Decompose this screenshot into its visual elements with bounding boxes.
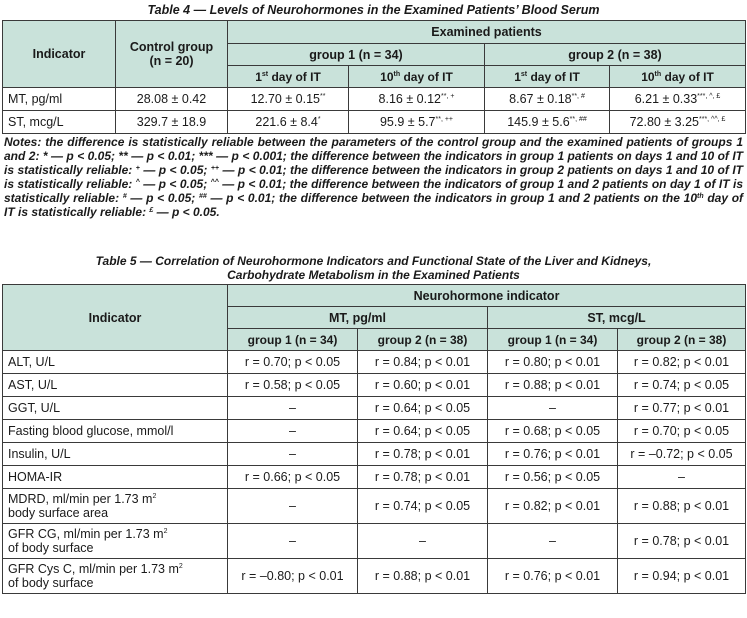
notes-mark: th [697,192,704,200]
cell-st-g2: r = 0.88; p < 0.01 [618,489,746,524]
significance-mark: **, + [441,93,455,100]
cell-st-g2: r = 0.74; p < 0.05 [618,374,746,397]
table-row [3,374,746,397]
notes-mark: ## [198,192,207,200]
cell-st-g1: r = 0.82; p < 0.01 [488,489,618,524]
table5-header-mt-g1: group 1 (n = 34) [228,329,358,351]
cell-value: 72.80 ± 3.25 [629,115,699,129]
notes-text: — p < 0.05; [126,190,199,205]
cell-mt-g1: r = 0.70; p < 0.05 [228,351,358,374]
cell-st-g2: r = 0.70; p < 0.05 [618,420,746,443]
row-label-sup: 2 [178,563,183,570]
significance-mark: **, ++ [435,116,454,123]
day1-suffix: day of IT [527,69,580,84]
row-label-sup: 2 [152,493,157,500]
cell-st-g1: – [488,524,618,559]
cell-value: 6.21 ± 0.33 [634,92,698,106]
row-label-text: MDRD, ml/min per 1.73 m [8,492,153,506]
day10-prefix: 10 [380,69,394,84]
day1-sup: st [520,70,528,78]
cell-mt-g1: – [228,524,358,559]
significance-mark: ** [319,93,326,100]
row-label: HOMA-IR [3,466,228,489]
notes-text: — p < 0.05. [153,204,220,219]
cell-g2-day10 [610,111,746,134]
notes-text: day of IT is statistically reliable: [4,190,744,219]
significance-mark: ***, ^, £ [697,93,721,100]
row-label: ALT, U/L [3,351,228,374]
cell-st-g2: r = 0.78; p < 0.01 [618,524,746,559]
cell-st-g1: r = 0.80; p < 0.01 [488,351,618,374]
notes-text: — p < 0.05; [139,176,211,191]
day10-suffix: day of IT [661,69,714,84]
table-row [3,397,746,420]
table4-header-control-n: (n = 20) [149,54,194,68]
row-label [3,559,228,594]
day1-suffix: day of IT [268,69,321,84]
cell-mt-g2: r = 0.78; p < 0.01 [358,443,488,466]
table5-header-mt-g2: group 2 (n = 38) [358,329,488,351]
cell-mt-g1: – [228,443,358,466]
table4-notes [0,134,747,254]
cell-st-g2: r = 0.94; p < 0.01 [618,559,746,594]
notes-mark: £ [149,206,154,214]
day10-sup: th [393,70,401,78]
row-label-text: GFR CG, ml/min per 1.73 m [8,527,164,541]
notes-mark: ++ [210,164,220,172]
table-row [3,88,746,111]
significance-mark: **, # [571,93,585,100]
cell-st-g2: r = 0.82; p < 0.01 [618,351,746,374]
cell-mt-g1: r = 0.66; p < 0.05 [228,466,358,489]
table5-caption-line2: Carbohydrate Metabolism in the Examined Patients [227,268,520,282]
row-label-text: GFR Cys C, ml/min per 1.73 m [8,562,179,576]
significance-mark: ***, ^^, £ [699,116,726,123]
cell-mt-g2: r = 0.74; p < 0.05 [358,489,488,524]
row-label: ST, mcg/L [3,111,116,134]
day1-sup: st [261,70,269,78]
table4-caption: Table 4 — Levels of Neurohormones in the Examined Patients’ Blood Serum [147,3,600,17]
table5 [2,284,746,594]
cell-g2-day10 [610,88,746,111]
table-row [3,466,746,489]
cell-control: 28.08 ± 0.42 [116,88,228,111]
cell-g1-day10 [349,88,485,111]
day1-prefix: 1 [255,69,262,84]
notes-text: — p < 0.01; the difference between the indicators of group 1 and 2 patients on day 1 of IT is statistically reliable: [4,176,744,205]
cell-st-g2: r = 0.77; p < 0.01 [618,397,746,420]
notes-text: — p < 0.01; the difference between the indicators in group 2 patients on days 1 and 10 of IT is statistically reliable: [4,162,743,191]
notes-mark: ^ [135,178,140,186]
table5-caption [0,254,747,284]
cell-value: 95.9 ± 5.7 [379,115,436,129]
cell-st-g2: r = –0.72; p < 0.05 [618,443,746,466]
row-label-text: of body surface [8,576,94,590]
table4-header-group2: group 2 (n = 38) [485,44,746,66]
row-label: MT, pg/ml [3,88,116,111]
cell-st-g1: r = 0.56; p < 0.05 [488,466,618,489]
cell-mt-g2: r = 0.84; p < 0.01 [358,351,488,374]
table5-header-mt: MT, pg/ml [228,307,488,329]
table5-header-indicator: Indicator [3,285,228,351]
cell-g2-day1 [485,111,610,134]
table5-header-st: ST, mcg/L [488,307,746,329]
notes-mark: ^^ [210,178,219,186]
cell-g1-day10 [349,111,485,134]
day10-suffix: day of IT [400,69,453,84]
day10-sup: th [654,70,662,78]
cell-mt-g2: r = 0.60; p < 0.01 [358,374,488,397]
table4-header-indicator: Indicator [3,21,116,88]
row-label: Fasting blood glucose, mmol/l [3,420,228,443]
cell-value: 8.16 ± 0.12 [378,92,442,106]
notes-text: — p < 0.01; the difference between the indicators in group 1 and 2 patients on the 10 [206,190,697,205]
row-label: AST, U/L [3,374,228,397]
cell-mt-g2: – [358,524,488,559]
table4-header-group1: group 1 (n = 34) [228,44,485,66]
row-label: Insulin, U/L [3,443,228,466]
cell-value: 145.9 ± 5.6 [507,115,570,129]
table4-header-examined: Examined patients [228,21,746,44]
notes-mark: + [135,164,140,172]
cell-control: 329.7 ± 18.9 [116,111,228,134]
table-row [3,489,746,524]
cell-mt-g2: r = 0.64; p < 0.05 [358,397,488,420]
cell-g2-day1 [485,88,610,111]
cell-g1-day1 [228,111,349,134]
cell-st-g1: r = 0.76; p < 0.01 [488,559,618,594]
table4 [2,20,746,134]
table-row [3,443,746,466]
table4-header-g1-day1 [228,66,349,88]
cell-g1-day1 [228,88,349,111]
row-label [3,524,228,559]
notes-text: Notes: the difference is statistically reliable between the parameters of the control group and the examined patients of groups 1 and 2: * — p < 0.05; ** — p < 0.01; *** — p < 0.001; the difference between the indicators in group 1 patients on days 1 and 10 of IT is statistically reliable: [4,135,743,177]
row-label-text: body surface area [8,506,109,520]
table-row [3,524,746,559]
table4-header-g1-day10 [349,66,485,88]
cell-mt-g1: – [228,420,358,443]
table4-header-control-label: Control group [129,40,214,54]
notes-text: — p < 0.05; [139,162,211,177]
cell-value: 12.70 ± 0.15 [250,92,320,106]
row-label-text: of body surface [8,541,94,555]
cell-mt-g1: – [228,489,358,524]
table-row [3,559,746,594]
notes-mark: # [122,192,127,200]
day1-prefix: 1 [514,69,521,84]
table5-header-st-g2: group 2 (n = 38) [618,329,746,351]
cell-mt-g1: r = –0.80; p < 0.01 [228,559,358,594]
cell-mt-g1: r = 0.58; p < 0.05 [228,374,358,397]
row-label-sup: 2 [163,528,168,535]
cell-st-g2: – [618,466,746,489]
table5-header-st-g1: group 1 (n = 34) [488,329,618,351]
row-label: GGT, U/L [3,397,228,420]
significance-mark: * [317,116,321,123]
day10-prefix: 10 [641,69,655,84]
table5-caption-line1: Table 5 — Correlation of Neurohormone Indicators and Functional State of the Liver and Kidneys, [95,254,652,268]
table-row [3,111,746,134]
cell-st-g1: r = 0.88; p < 0.01 [488,374,618,397]
significance-mark: **, ## [569,116,587,123]
cell-st-g1: r = 0.68; p < 0.05 [488,420,618,443]
cell-mt-g1: – [228,397,358,420]
cell-st-g1: r = 0.76; p < 0.01 [488,443,618,466]
cell-st-g1: – [488,397,618,420]
table-row [3,420,746,443]
table4-header-g2-day1 [485,66,610,88]
cell-mt-g2: r = 0.78; p < 0.01 [358,466,488,489]
cell-mt-g2: r = 0.88; p < 0.01 [358,559,488,594]
cell-mt-g2: r = 0.64; p < 0.05 [358,420,488,443]
cell-value: 221.6 ± 8.4 [255,115,318,129]
cell-value: 8.67 ± 0.18 [509,92,572,106]
table4-header-control [116,21,228,88]
row-label [3,489,228,524]
table-row [3,351,746,374]
table5-header-neurohormone: Neurohormone indicator [228,285,746,307]
table4-header-g2-day10 [610,66,746,88]
